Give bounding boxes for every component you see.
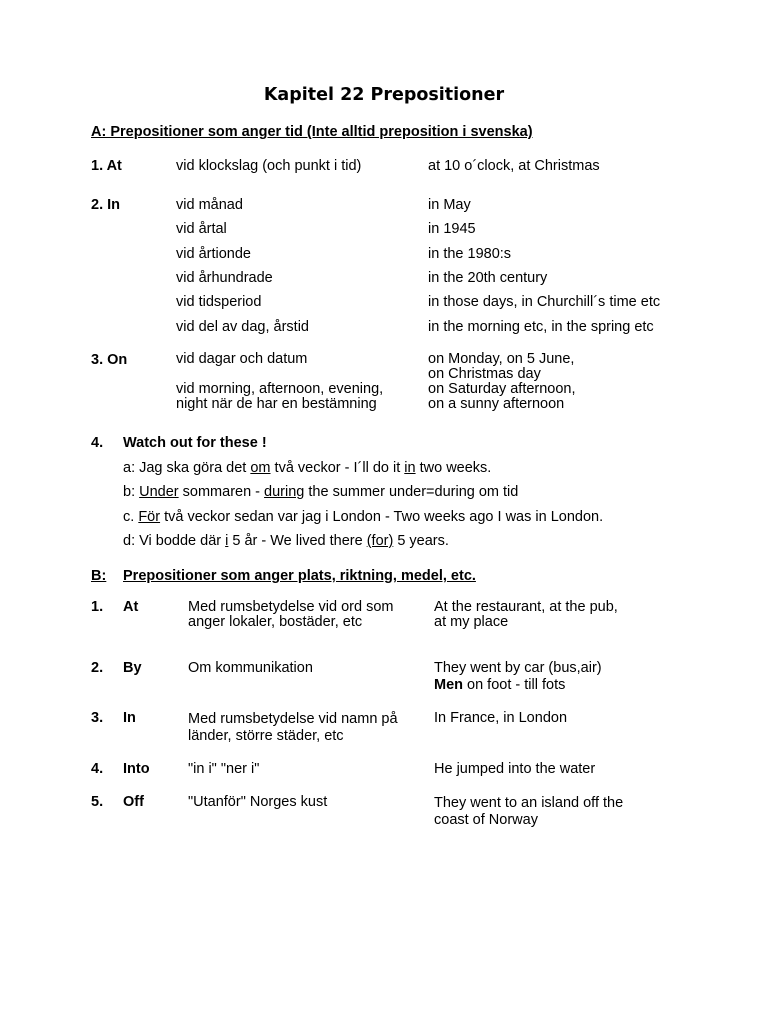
b2-sv: Om kommunikation (188, 660, 313, 676)
a2-number: 2. In (91, 197, 121, 213)
a2-row-sv: vid del av dag, årstid (176, 319, 309, 335)
b3-word: In (123, 710, 136, 726)
underlined-word: om (250, 460, 271, 476)
text-fragment: två veckor sedan var jag i London - Two weeks ago I was in London. (160, 509, 604, 525)
a2-row-en: in 1945 (428, 221, 476, 237)
b3-sv-line: Med rumsbetydelse vid namn på (188, 711, 398, 727)
a2-row-en: in the 20th century (428, 270, 548, 286)
a3-row1-en-line: on Monday, on 5 June, (428, 351, 575, 367)
a2-row-sv: vid årtionde (176, 246, 251, 262)
text-fragment: two weeks. (415, 460, 492, 476)
a2-row-en: in May (428, 197, 471, 213)
b5-number: 5. (91, 794, 104, 810)
a2-row-en: in the morning etc, in the spring etc (428, 319, 654, 335)
underlined-word: i (225, 533, 229, 549)
a3-row1-sv (176, 352, 307, 367)
b3-sv (188, 711, 398, 745)
text-fragment: d: Vi bodde där (123, 533, 226, 549)
a1-number: 1. At (91, 158, 122, 174)
b3-en: In France, in London (434, 710, 568, 726)
b5-sv: "Utanför" Norges kust (188, 794, 328, 810)
a3-row1-en-line: on Christmas day (428, 366, 541, 382)
underlined-word: För (138, 509, 161, 525)
b5-en-line: coast of Norway (434, 812, 538, 828)
watch-line-b (123, 485, 518, 500)
watch-line-a (123, 461, 491, 476)
a2-row-sv: vid månad (176, 197, 243, 213)
underlined-word: during (264, 484, 305, 500)
page-title: Kapitel 22 Prepositioner (263, 85, 505, 105)
text-fragment: a: Jag ska göra det (123, 460, 251, 476)
a2-row-en: in those days, in Churchill´s time etc (428, 294, 661, 310)
text-fragment: sommaren - (178, 484, 265, 500)
a4-number: 4. (91, 435, 104, 451)
a3-row2-sv (176, 382, 383, 412)
a3-row2-en-line: on a sunny afternoon (428, 396, 565, 412)
b5-en-line: They went to an island off the (434, 795, 624, 811)
a3-row2-en (428, 382, 576, 412)
underlined-word: in (404, 460, 416, 476)
b2-word: By (123, 660, 142, 676)
underlined-word: Under (139, 484, 179, 500)
watch-line-d (123, 534, 449, 549)
a2-row-sv: vid årtal (176, 221, 227, 237)
b1-sv-line: anger lokaler, bostäder, etc (188, 614, 363, 630)
b3-sv-line: länder, större städer, etc (188, 728, 344, 744)
a3-row1-en (428, 352, 574, 382)
b1-number: 1. (91, 599, 104, 615)
b1-word: At (123, 599, 139, 615)
text-fragment: the summer under=during om tid (304, 484, 519, 500)
a3-row2-sv-line: vid morning, afternoon, evening, (176, 381, 384, 397)
a3-number: 3. On (91, 352, 128, 368)
text-fragment: två veckor - I´ll do it (270, 460, 405, 476)
b5-word: Off (123, 794, 144, 810)
b2-en-second (434, 678, 565, 693)
b1-sv-line: Med rumsbetydelse vid ord som (188, 599, 394, 615)
text-fragment: 5 years. (393, 533, 449, 549)
b4-number: 4. (91, 761, 104, 777)
a1-en: at 10 o´clock, at Christmas (428, 158, 600, 174)
watch-line-c (123, 510, 603, 525)
b4-en: He jumped into the water (434, 761, 596, 777)
b1-en-line: at my place (434, 614, 509, 630)
watch-heading: Watch out for these ! (123, 435, 267, 451)
text-fragment: c. (123, 509, 139, 525)
b1-en-line: At the restaurant, at the pub, (434, 599, 618, 615)
b4-sv: "in i" "ner i" (188, 761, 260, 777)
b3-number: 3. (91, 710, 104, 726)
text-fragment: b: (123, 484, 140, 500)
b4-word: Into (123, 761, 150, 777)
b1-en (434, 600, 618, 630)
a2-row-en: in the 1980:s (428, 246, 512, 262)
underlined-word: (for) (366, 533, 394, 549)
a3-row2-sv-line: night när de har en bestämning (176, 396, 377, 412)
a2-row-sv: vid tidsperiod (176, 294, 262, 310)
b1-sv (188, 600, 394, 630)
a1-sv: vid klockslag (och punkt i tid) (176, 158, 362, 174)
b2-number: 2. (91, 660, 104, 676)
section-a-heading: A: Prepositioner som anger tid (Inte alltid preposition i svenska) (91, 124, 533, 140)
a2-row-sv: vid århundrade (176, 270, 273, 286)
section-b-heading: Prepositioner som anger plats, riktning, medel, etc. (123, 568, 476, 584)
text-fragment: 5 år - We lived there (228, 533, 367, 549)
text-fragment: on foot - till fots (463, 677, 566, 693)
b2-en: They went by car (bus,air) (434, 660, 602, 676)
section-b-label: B: (91, 568, 107, 584)
b5-en (434, 795, 623, 829)
a3-row2-en-line: on Saturday afternoon, (428, 381, 576, 397)
a3-row1-sv-line: vid dagar och datum (176, 351, 308, 367)
men-word: Men (434, 677, 463, 693)
